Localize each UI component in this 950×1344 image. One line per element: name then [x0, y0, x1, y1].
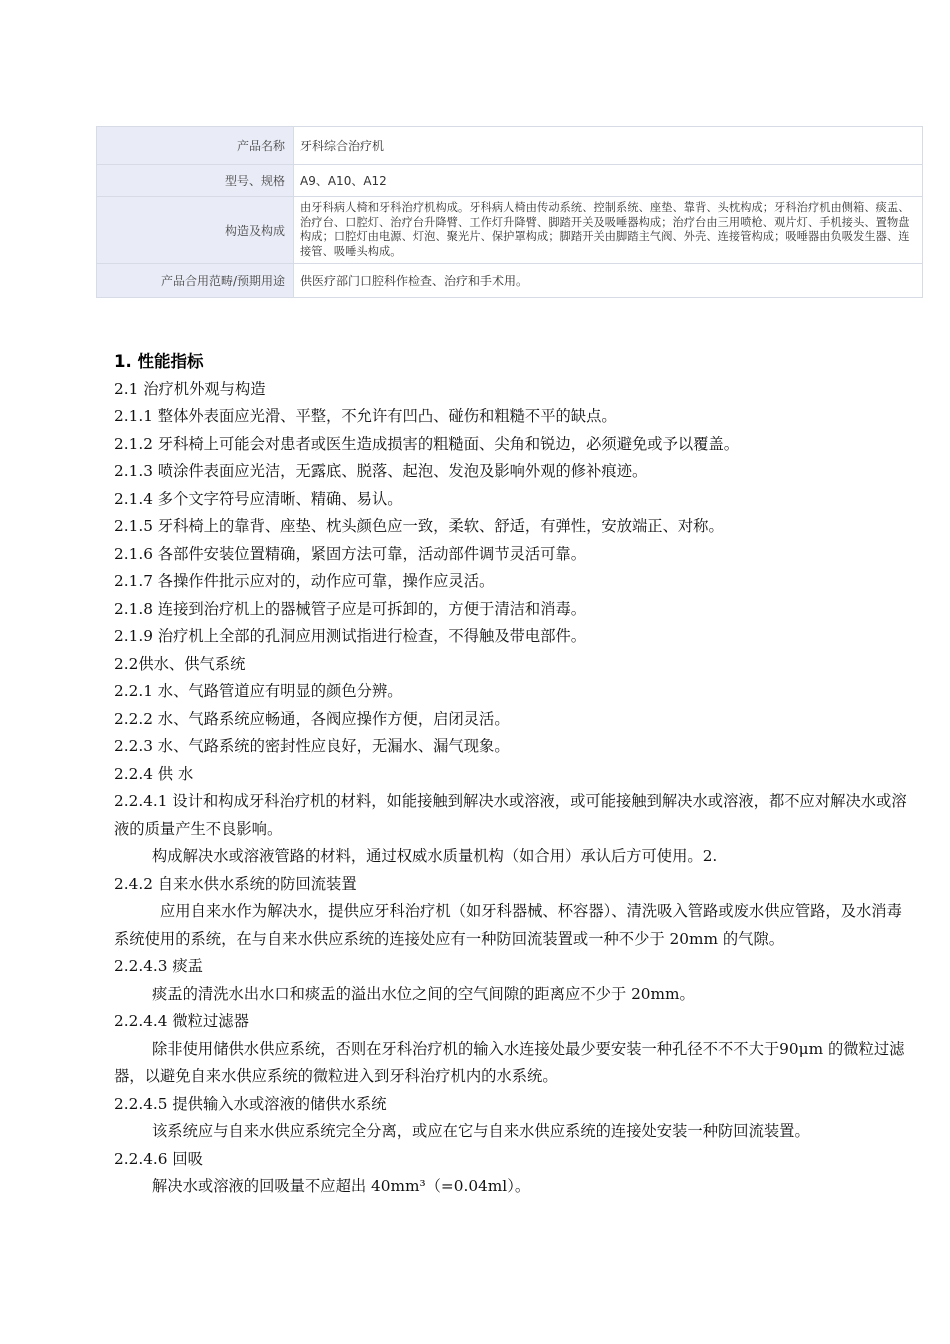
text-line: 2.1.9 治疗机上全部的孔洞应用测试指进行检查，不得触及带电部件。 [114, 627, 587, 645]
subheading-2243: 2.2.4.3 痰盂 [114, 957, 203, 975]
subheading-2246: 2.2.4.6 回吸 [114, 1149, 203, 1168]
product-info-table [96, 126, 923, 298]
structure-value: 由牙科病人椅和牙科治疗机构成。牙科病人椅由传动系统、控制系统、座垫、靠背、头枕构成；牙科治疗机由侧箱、痰盂、治疗台、口腔灯、治疗台升降臂、工作灯升降臂、脚踏开关及吸唾器构成；治疗台由三用喷枪、观片灯、手机接头、置物盘构成；口腔灯由电源、灯泡、聚光片、保护罩构成；脚踏开关由脚踏主气阀、外壳、连接管构成；吸唾器由负吸发生器、连接管、吸唾头构成。 [294, 197, 923, 264]
paragraph-2243: 痰盂的清洗水出水口和痰盂的溢出水位之间的空气间隙的距离应不少于 20mm。 [152, 984, 695, 1003]
table-row [97, 165, 923, 197]
text-line: 2.1.3 喷涂件表面应光洁，无露底、脱落、起泡、发泡及影响外观的修补痕迹。 [114, 462, 648, 480]
text-line: 2.1.1 整体外表面应光滑、平整，不允许有凹凸、碰伤和粗糙不平的缺点。 [114, 407, 617, 425]
product-name-label: 产品名称 [97, 127, 294, 165]
product-name-value: 牙科综合治疗机 [294, 127, 923, 165]
subheading-2242: 2.4.2 自来水供水系统的防回流装置 [114, 874, 357, 893]
text-line: 2.1.2 牙科椅上可能会对患者或医生造成损害的粗糙面、尖角和锐边，必须避免或予以覆盖。 [114, 434, 740, 453]
table-row [97, 197, 923, 264]
paragraph-2242: 应用自来水作为解决水，提供应牙科治疗机（如牙科器械、杯容器）、清洗吸入管路或废水供应管路，及水消毒系统使用的系统，在与自来水供应系统的连接处应有一种防回流装置或一种不少于 20mm 的气隙。 [114, 902, 902, 948]
model-label: 型号、规格 [97, 165, 294, 197]
text-line: 2.2.4 供 水 [114, 764, 194, 783]
intended-use-value: 供医疗部门口腔科作检查、治疗和手术用。 [294, 264, 923, 298]
text-line: 2.1.5 牙科椅上的靠背、座垫、枕头颜色应一致，柔软、舒适，有弹性，安放端正、对称。 [114, 517, 724, 535]
paragraph-2241: 2.2.4.1 设计和构成牙科治疗机的材料，如能接触到解决水或溶液，或可能接触到解决水或溶液，都不应对解决水或溶液的质量产生不良影响。 [114, 792, 907, 838]
text-line: 2.1.4 多个文字符号应清晰、精确、易认。 [114, 489, 403, 508]
text-line: 2.2.2 水、气路系统应畅通，各阀应操作方便，启闭灵活。 [114, 709, 510, 728]
intended-use-label: 产品合用范畴/预期用途 [97, 264, 294, 298]
paragraph-2241-b: 构成解决水或溶液管路的材料，通过权威水质量机构（如合用）承认后方可使用。2. [152, 847, 718, 865]
text-line: 2.1.6 各部件安装位置精确，紧固方法可靠，活动部件调节灵活可靠。 [114, 544, 587, 563]
text-line: 2.1 治疗机外观与构造 [114, 379, 266, 398]
text-line: 2.1.8 连接到治疗机上的器械管子应是可拆卸的，方便于清洁和消毒。 [114, 599, 587, 618]
paragraph-2246: 解决水或溶液的回吸量不应超出 40mm³（=0.04ml）。 [152, 1177, 531, 1195]
subheading-2244: 2.2.4.4 微粒过滤器 [114, 1012, 249, 1030]
text-line: 2.1.7 各操作件批示应对的，动作应可靠，操作应灵活。 [114, 572, 495, 590]
table-row [97, 264, 923, 298]
subheading-2245: 2.2.4.5 提供输入水或溶液的储供水系统 [114, 1094, 387, 1113]
text-line: 2.2.1 水、气路管道应有明显的颜色分辨。 [114, 682, 403, 700]
text-line: 2.2.3 水、气路系统的密封性应良好，无漏水、漏气现象。 [114, 737, 510, 755]
structure-label: 构造及构成 [97, 197, 294, 264]
document-body [114, 348, 914, 1201]
paragraph-2244: 除非使用储供水供应系统，否则在牙科治疗机的输入水连接处最少要安装一种孔径不不不大于90μm 的微粒过滤器，以避免自来水供应系统的微粒进入到牙科治疗机内的水系统。 [114, 1039, 905, 1085]
paragraph-2245: 该系统应与自来水供应系统完全分离，或应在它与自来水供应系统的连接处安装一种防回流装置。 [152, 1122, 810, 1140]
model-value: A9、A10、A12 [294, 165, 923, 197]
section-heading: 1. 性能指标 [114, 352, 204, 371]
table-row [97, 127, 923, 165]
text-line: 2.2供水、供气系统 [114, 654, 246, 673]
